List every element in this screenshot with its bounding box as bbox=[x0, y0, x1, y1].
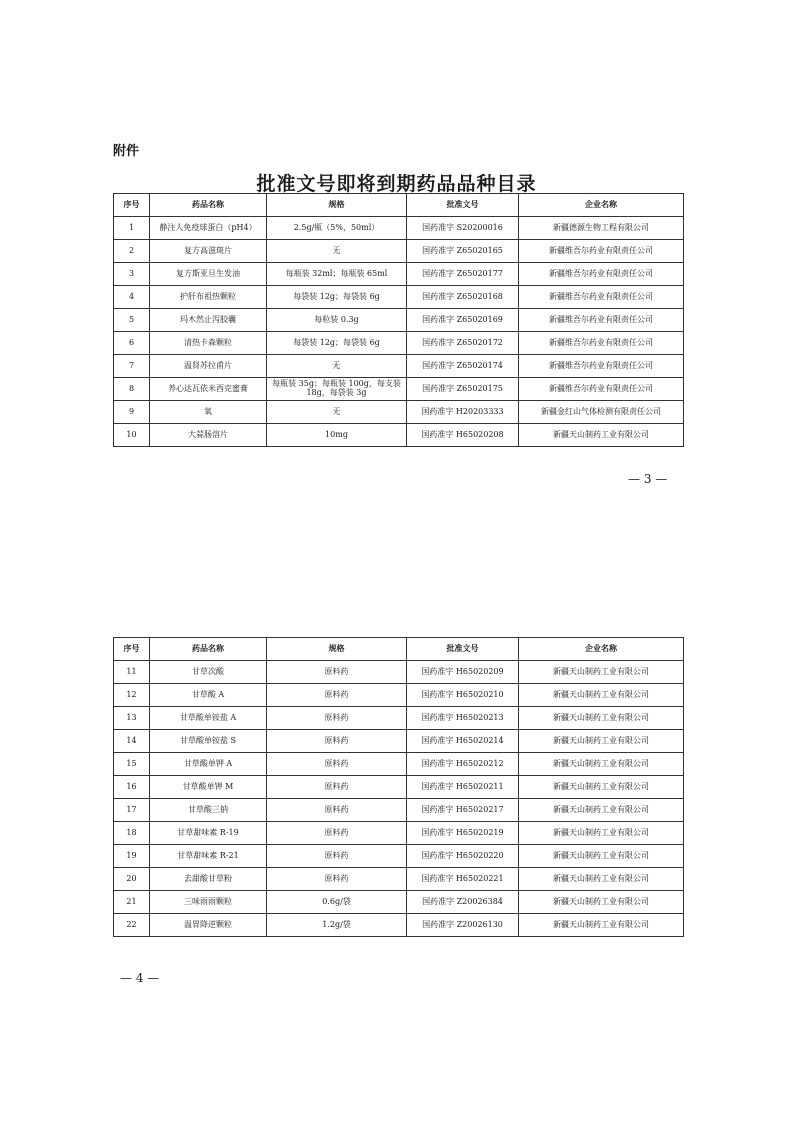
cell-serial-number: 2 bbox=[114, 240, 150, 263]
cell-approval-number: 国药准字 H65020213 bbox=[407, 707, 519, 730]
page-number-4: — 4 — bbox=[120, 971, 160, 985]
cell-drug-name: 静注人免疫球蛋白（pH4） bbox=[150, 217, 267, 240]
cell-approval-number: 国药准字 H20203333 bbox=[407, 401, 519, 424]
cell-serial-number: 19 bbox=[114, 845, 150, 868]
cell-approval-number: 国药准字 H65020208 bbox=[407, 424, 519, 447]
cell-serial-number: 3 bbox=[114, 263, 150, 286]
cell-specification: 原料药 bbox=[267, 753, 407, 776]
cell-company-name: 新疆天山制药工业有限公司 bbox=[519, 730, 684, 753]
cell-approval-number: 国药准字 H65020211 bbox=[407, 776, 519, 799]
cell-serial-number: 1 bbox=[114, 217, 150, 240]
cell-drug-name: 玛木然止泻胶囊 bbox=[150, 309, 267, 332]
cell-company-name: 新疆维吾尔药业有限责任公司 bbox=[519, 240, 684, 263]
cell-serial-number: 8 bbox=[114, 378, 150, 401]
cell-drug-name: 大蒜肠溶片 bbox=[150, 424, 267, 447]
cell-drug-name: 养心达瓦依米西克蜜膏 bbox=[150, 378, 267, 401]
cell-drug-name: 甘草次酸 bbox=[150, 661, 267, 684]
cell-company-name: 新疆维吾尔药业有限责任公司 bbox=[519, 355, 684, 378]
cell-serial-number: 16 bbox=[114, 776, 150, 799]
cell-drug-name: 清热卡森颗粒 bbox=[150, 332, 267, 355]
cell-company-name: 新疆天山制药工业有限公司 bbox=[519, 822, 684, 845]
table-row bbox=[114, 799, 684, 822]
cell-approval-number: 国药准字 H65020217 bbox=[407, 799, 519, 822]
header-serial-number: 序号 bbox=[114, 638, 150, 661]
header-approval-number: 批准文号 bbox=[407, 638, 519, 661]
cell-company-name: 新疆维吾尔药业有限责任公司 bbox=[519, 378, 684, 401]
cell-company-name: 新疆天山制药工业有限公司 bbox=[519, 661, 684, 684]
cell-specification: 无 bbox=[267, 401, 407, 424]
cell-specification: 原料药 bbox=[267, 776, 407, 799]
cell-specification: 0.6g/袋 bbox=[267, 891, 407, 914]
cell-company-name: 新疆维吾尔药业有限责任公司 bbox=[519, 332, 684, 355]
cell-drug-name: 甘草甜味素 R-19 bbox=[150, 822, 267, 845]
cell-specification: 每袋装 12g；每袋装 6g bbox=[267, 286, 407, 309]
cell-approval-number: 国药准字 H65020212 bbox=[407, 753, 519, 776]
table-row bbox=[114, 661, 684, 684]
cell-specification: 无 bbox=[267, 355, 407, 378]
table-row bbox=[114, 401, 684, 424]
table-row bbox=[114, 240, 684, 263]
table-row bbox=[114, 822, 684, 845]
cell-approval-number: 国药准字 Z65020177 bbox=[407, 263, 519, 286]
cell-approval-number: 国药准字 Z65020175 bbox=[407, 378, 519, 401]
cell-drug-name: 温胃降逆颗粒 bbox=[150, 914, 267, 937]
table-header-row bbox=[114, 638, 684, 661]
page-number-3: — 3 — bbox=[628, 472, 668, 486]
cell-serial-number: 14 bbox=[114, 730, 150, 753]
cell-approval-number: 国药准字 H65020214 bbox=[407, 730, 519, 753]
cell-specification: 每瓶装 32ml；每瓶装 65ml bbox=[267, 263, 407, 286]
table-row bbox=[114, 217, 684, 240]
cell-drug-name: 甘草酸单钾 M bbox=[150, 776, 267, 799]
cell-approval-number: 国药准字 Z65020165 bbox=[407, 240, 519, 263]
cell-approval-number: 国药准字 Z65020168 bbox=[407, 286, 519, 309]
table-row bbox=[114, 684, 684, 707]
drug-list-table-page-3 bbox=[113, 193, 684, 447]
header-company-name: 企业名称 bbox=[519, 194, 684, 217]
cell-specification: 2.5g/瓶（5%，50ml） bbox=[267, 217, 407, 240]
cell-specification: 每粒装 0.3g bbox=[267, 309, 407, 332]
cell-drug-name: 甘草酸单钾 A bbox=[150, 753, 267, 776]
cell-company-name: 新疆天山制药工业有限公司 bbox=[519, 914, 684, 937]
cell-company-name: 新疆维吾尔药业有限责任公司 bbox=[519, 286, 684, 309]
cell-approval-number: 国药准字 Z20026130 bbox=[407, 914, 519, 937]
cell-serial-number: 11 bbox=[114, 661, 150, 684]
table-row bbox=[114, 891, 684, 914]
cell-specification: 每瓶装 35g；每瓶装 100g，每支装 18g，每袋装 3g bbox=[267, 378, 407, 401]
header-specification: 规格 bbox=[267, 638, 407, 661]
table-row bbox=[114, 776, 684, 799]
cell-drug-name: 甘草酸单铵盐 S bbox=[150, 730, 267, 753]
drug-list-table-page-4 bbox=[113, 637, 684, 937]
cell-serial-number: 12 bbox=[114, 684, 150, 707]
cell-specification: 1.2g/袋 bbox=[267, 914, 407, 937]
cell-approval-number: 国药准字 Z65020174 bbox=[407, 355, 519, 378]
cell-serial-number: 13 bbox=[114, 707, 150, 730]
cell-serial-number: 17 bbox=[114, 799, 150, 822]
table-row bbox=[114, 355, 684, 378]
table-row bbox=[114, 868, 684, 891]
cell-specification: 原料药 bbox=[267, 868, 407, 891]
cell-serial-number: 22 bbox=[114, 914, 150, 937]
cell-approval-number: 国药准字 H65020221 bbox=[407, 868, 519, 891]
cell-drug-name: 护肝布祖热颗粒 bbox=[150, 286, 267, 309]
cell-company-name: 新疆维吾尔药业有限责任公司 bbox=[519, 263, 684, 286]
cell-drug-name: 复方高滋斑片 bbox=[150, 240, 267, 263]
cell-specification: 原料药 bbox=[267, 684, 407, 707]
cell-specification: 原料药 bbox=[267, 822, 407, 845]
table-row bbox=[114, 707, 684, 730]
cell-specification: 原料药 bbox=[267, 730, 407, 753]
header-company-name: 企业名称 bbox=[519, 638, 684, 661]
cell-specification: 每袋装 12g；每袋装 6g bbox=[267, 332, 407, 355]
cell-drug-name: 甘草甜味素 R-21 bbox=[150, 845, 267, 868]
cell-serial-number: 10 bbox=[114, 424, 150, 447]
cell-approval-number: 国药准字 H65020220 bbox=[407, 845, 519, 868]
cell-specification: 原料药 bbox=[267, 799, 407, 822]
cell-company-name: 新疆天山制药工业有限公司 bbox=[519, 868, 684, 891]
cell-approval-number: 国药准字 S20200016 bbox=[407, 217, 519, 240]
header-drug-name: 药品名称 bbox=[150, 194, 267, 217]
cell-serial-number: 4 bbox=[114, 286, 150, 309]
table-row bbox=[114, 730, 684, 753]
header-drug-name: 药品名称 bbox=[150, 638, 267, 661]
cell-company-name: 新疆天山制药工业有限公司 bbox=[519, 753, 684, 776]
cell-specification: 原料药 bbox=[267, 707, 407, 730]
cell-drug-name: 甘草酸三钠 bbox=[150, 799, 267, 822]
cell-approval-number: 国药准字 H65020209 bbox=[407, 661, 519, 684]
header-specification: 规格 bbox=[267, 194, 407, 217]
cell-approval-number: 国药准字 Z20026384 bbox=[407, 891, 519, 914]
cell-serial-number: 5 bbox=[114, 309, 150, 332]
cell-company-name: 新疆金红山气体检测有限责任公司 bbox=[519, 401, 684, 424]
cell-drug-name: 去甜酸甘草粉 bbox=[150, 868, 267, 891]
cell-approval-number: 国药准字 H65020210 bbox=[407, 684, 519, 707]
cell-drug-name: 温肾苏拉甫片 bbox=[150, 355, 267, 378]
cell-serial-number: 15 bbox=[114, 753, 150, 776]
cell-drug-name: 甘草酸 A bbox=[150, 684, 267, 707]
cell-company-name: 新疆天山制药工业有限公司 bbox=[519, 845, 684, 868]
cell-serial-number: 18 bbox=[114, 822, 150, 845]
cell-specification: 原料药 bbox=[267, 661, 407, 684]
cell-company-name: 新疆德源生物工程有限公司 bbox=[519, 217, 684, 240]
cell-company-name: 新疆天山制药工业有限公司 bbox=[519, 799, 684, 822]
cell-company-name: 新疆天山制药工业有限公司 bbox=[519, 424, 684, 447]
cell-drug-name: 氧 bbox=[150, 401, 267, 424]
cell-serial-number: 21 bbox=[114, 891, 150, 914]
cell-company-name: 新疆天山制药工业有限公司 bbox=[519, 891, 684, 914]
cell-company-name: 新疆天山制药工业有限公司 bbox=[519, 684, 684, 707]
cell-serial-number: 6 bbox=[114, 332, 150, 355]
table-row bbox=[114, 263, 684, 286]
header-approval-number: 批准文号 bbox=[407, 194, 519, 217]
table-row bbox=[114, 424, 684, 447]
table-row bbox=[114, 286, 684, 309]
table-row bbox=[114, 753, 684, 776]
cell-specification: 原料药 bbox=[267, 845, 407, 868]
table-header-row bbox=[114, 194, 684, 217]
document-title: 批准文号即将到期药品品种目录 bbox=[256, 173, 537, 195]
cell-serial-number: 20 bbox=[114, 868, 150, 891]
cell-company-name: 新疆天山制药工业有限公司 bbox=[519, 776, 684, 799]
cell-company-name: 新疆维吾尔药业有限责任公司 bbox=[519, 309, 684, 332]
cell-drug-name: 复方斯亚旦生发油 bbox=[150, 263, 267, 286]
table-row bbox=[114, 378, 684, 401]
cell-approval-number: 国药准字 Z65020172 bbox=[407, 332, 519, 355]
table-row bbox=[114, 914, 684, 937]
header-serial-number: 序号 bbox=[114, 194, 150, 217]
cell-serial-number: 7 bbox=[114, 355, 150, 378]
cell-drug-name: 三味雨雨颗粒 bbox=[150, 891, 267, 914]
cell-serial-number: 9 bbox=[114, 401, 150, 424]
attachment-label: 附件 bbox=[113, 144, 140, 159]
cell-approval-number: 国药准字 Z65020169 bbox=[407, 309, 519, 332]
cell-company-name: 新疆天山制药工业有限公司 bbox=[519, 707, 684, 730]
cell-approval-number: 国药准字 H65020219 bbox=[407, 822, 519, 845]
cell-specification: 10mg bbox=[267, 424, 407, 447]
table-row bbox=[114, 845, 684, 868]
table-row bbox=[114, 309, 684, 332]
cell-drug-name: 甘草酸单铵盐 A bbox=[150, 707, 267, 730]
cell-specification: 无 bbox=[267, 240, 407, 263]
table-row bbox=[114, 332, 684, 355]
